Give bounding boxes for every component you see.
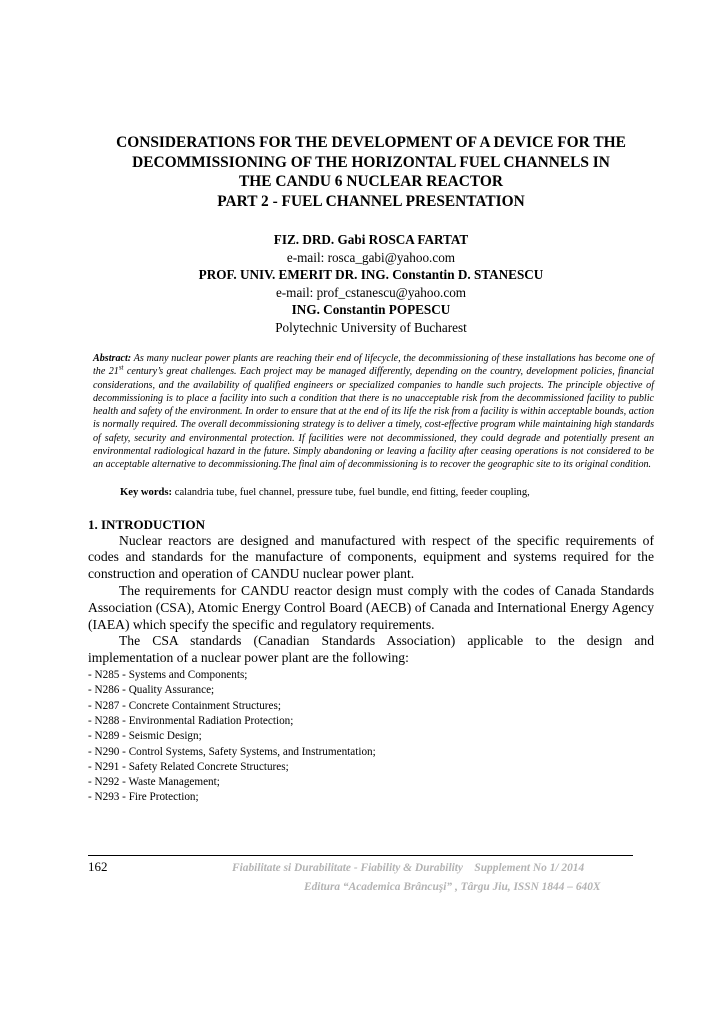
list-item: - N286 - Quality Assurance; <box>88 684 215 697</box>
title-line: DECOMMISSIONING OF THE HORIZONTAL FUEL CHANNELS IN <box>132 153 610 171</box>
author-email: e-mail: rosca_gabi@yahoo.com <box>286 249 456 265</box>
keywords <box>120 486 654 500</box>
paper-title <box>88 133 654 211</box>
abstract-text: As many nuclear power plants are reaching their end of lifecycle, the decommissioning of these installations has become one of the 21 <box>93 353 654 378</box>
abstract-label: Abstract: <box>93 353 132 364</box>
list-item: - N293 - Fire Protection; <box>88 791 199 804</box>
keywords-text: calandria tube, fuel channel, pressure tube, fuel bundle, end fitting, feeder coupling, <box>172 486 530 498</box>
author-block <box>88 231 654 336</box>
journal-footer <box>232 859 652 897</box>
abstract-text: century’s great challenges. Each project may be managed differently, depending on the country, development policies, financial considerations, and the availability of qualified engineers or specialized companies to handle such projects. The principle objective of decommissioning is to place a facility into such a condition that there is no unacceptable risk from the decommissioned facility to public health and safety of the environment. In order to ensure that at the end of its life the risk from a facility is within acceptable bounds, action is normally required. The overall decommissioning strategy is to deliver a timely, cost-effective program while maintaining high standards of safety, security and environmental protection. If facilities were not decommissioned, they could degrade and potentially present an environmental radiological hazard in the future. Simply abandoning or leaving a facility after ceasing operations is not considered to be an acceptable alternative to decommissioning.The final aim of decommissioning is to recover the geographic site to its original condition. <box>93 366 654 471</box>
paragraph: The requirements for CANDU reactor design must comply with the codes of Canada Standards Association (CSA), Atomic Energy Control Board (AECB) of Canada and International Energy Agency (IAEA) which specify the specific and regulatory requirements. <box>88 583 654 632</box>
title-line: CONSIDERATIONS FOR THE DEVELOPMENT OF A DEVICE FOR THE <box>116 134 626 151</box>
paragraph: The CSA standards (Canadian Standards Association) applicable to the design and implementation of a nuclear power plant are the following: <box>88 633 654 666</box>
author-name: ING. Constantin POPESCU <box>291 302 451 317</box>
page-number: 162 <box>88 859 108 874</box>
section-heading: 1. INTRODUCTION <box>88 516 206 532</box>
title-line: PART 2 - FUEL CHANNEL PRESENTATION <box>217 192 525 210</box>
title-line: THE CANDU 6 NUCLEAR REACTOR <box>239 173 503 190</box>
journal-line: Editura “Academica Brâncuşi” , Târgu Jiu, ISSN 1844 – 640X <box>304 881 601 893</box>
journal-line: Fiabilitate si Durabilitate - Fiability & Durability Supplement No 1/ 2014 <box>232 862 585 874</box>
footer-rule <box>88 855 633 856</box>
paper-page <box>88 133 654 806</box>
abstract-superscript: st <box>118 363 124 372</box>
list-item: - N288 - Environmental Radiation Protection; <box>88 714 294 727</box>
author-name: PROF. UNIV. EMERIT DR. ING. Constantin D. STANESCU <box>198 267 544 282</box>
list-item: - N285 - Systems and Components; <box>88 669 248 682</box>
list-item: - N292 - Waste Management; <box>88 776 220 789</box>
list-item: - N291 - Safety Related Concrete Structures; <box>88 760 289 773</box>
keywords-label: Key words: <box>120 486 173 498</box>
list-item: - N289 - Seismic Design; <box>88 730 202 743</box>
list-item: - N287 - Concrete Containment Structures; <box>88 699 281 712</box>
abstract <box>93 352 654 472</box>
affiliation: Polytechnic University of Bucharest <box>275 319 467 335</box>
paragraph: Nuclear reactors are designed and manufactured with respect of the specific requirements of codes and standards for the manufacture of components, equipment and systems required for the construction and operation of CANDU nuclear power plant. <box>88 532 654 582</box>
author-email: e-mail: prof_cstanescu@yahoo.com <box>275 284 467 300</box>
standards-list <box>88 668 654 806</box>
list-item: - N290 - Control Systems, Safety Systems, and Instrumentation; <box>88 745 376 758</box>
author-name: FIZ. DRD. Gabi ROSCA FARTAT <box>273 232 469 247</box>
